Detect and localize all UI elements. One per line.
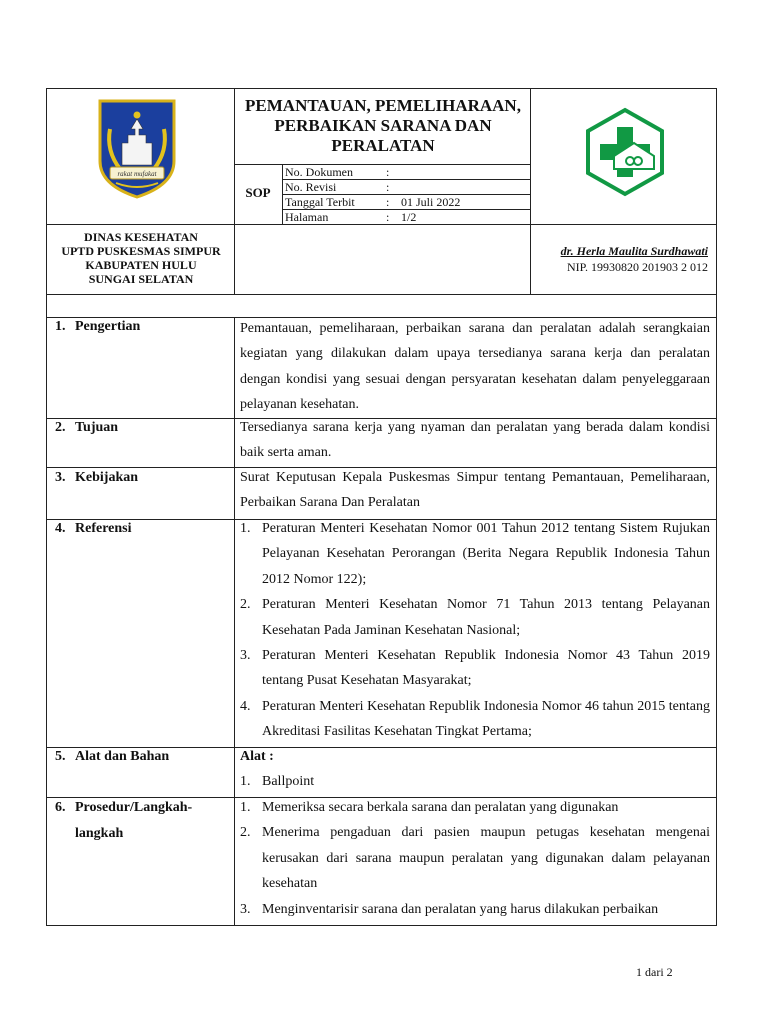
section-label: Prosedur/Langkah-langkah <box>75 800 193 841</box>
section-paragraph: Pemantauan, pemeliharaan, perbaikan sarana dan peralatan adalah serangkaian kegiatan yang dilakukan dalam upaya tersedianya sarana kerja dan peralatan dengan kondisi yang sesuai dengan persyaratan kesehatan dalam penyeleggaraan pelayanan kesehatan. <box>240 321 710 413</box>
meta-key: No. Dokumen <box>285 165 353 179</box>
meta-row-document-number <box>285 165 401 179</box>
meta-colon: : <box>386 210 390 224</box>
list-item <box>240 897 710 922</box>
section-number: 5. <box>55 749 66 764</box>
header-divider-left <box>234 88 235 294</box>
emblem-motto: rakat mufakat <box>117 170 157 178</box>
signer-name: dr. Herla Maulita Surdhawati <box>560 244 708 258</box>
list-number: 2. <box>240 597 251 613</box>
list-item <box>240 694 710 745</box>
section-label: Pengertian <box>75 319 141 334</box>
meta-colon: : <box>386 195 390 209</box>
list-item-text: Peraturan Menteri Kesehatan Republik Indonesia Nomor 46 tahun 2015 tentang Akreditasi Fasilitas Kesehatan Tingkat Pertama; <box>262 698 710 740</box>
list-number: 1. <box>240 521 251 536</box>
table-border-left <box>46 88 47 926</box>
page-number: 1 dari 2 <box>636 965 673 979</box>
section-list-referensi <box>240 516 710 745</box>
section-number: 1. <box>55 319 66 334</box>
list-item <box>240 769 710 794</box>
meta-row-revision <box>285 180 401 194</box>
list-number: 3. <box>240 648 251 664</box>
section-number: 4. <box>55 521 66 536</box>
meta-row-issue-date <box>285 195 460 209</box>
list-item-text: Peraturan Menteri Kesehatan Republik Indonesia Nomor 43 Tahun 2019 tentang Pusat Kesehatan Masyarakat; <box>262 648 710 689</box>
list-item-text: Peraturan Menteri Kesehatan Nomor 001 Tahun 2012 tentang Sistem Rujukan Pelayanan Kesehatan Perorangan (Berita Negara Republik Indonesia Tahun 2012 Nomor 122); <box>262 521 710 587</box>
table-border-right <box>716 88 717 926</box>
list-number: 1. <box>240 774 251 790</box>
section-label-referensi <box>55 516 233 542</box>
list-item <box>240 820 710 896</box>
list-number: 1. <box>240 800 251 815</box>
section-list-alat <box>240 744 710 795</box>
regency-emblem-logo <box>98 99 176 199</box>
meta-value: 1/2 <box>401 210 417 224</box>
meta-row-page <box>285 210 416 224</box>
org-line: DINAS KESEHATAN <box>84 230 198 244</box>
section-list-prosedur <box>240 795 710 922</box>
meta-key: No. Revisi <box>285 180 337 194</box>
table-border-bottom <box>46 925 717 926</box>
section-label-prosedur <box>55 795 233 847</box>
org-line: KABUPATEN HULU <box>85 258 197 272</box>
org-line: SUNGAI SELATAN <box>88 272 194 286</box>
header-row-line <box>46 224 717 225</box>
section-label: Alat dan Bahan <box>75 749 170 764</box>
section-text-tujuan <box>240 415 710 466</box>
meta-key: Tanggal Terbit <box>285 195 355 209</box>
list-number: 3. <box>240 901 251 917</box>
puskesmas-logo <box>584 107 666 197</box>
list-number: 4. <box>240 698 251 714</box>
section-label-pengertian <box>55 314 233 340</box>
section-paragraph: Tersedianya sarana kerja yang nyaman dan peralatan yang berada dalam kondisi baik serta aman. <box>240 420 710 461</box>
organization-block <box>48 230 234 286</box>
section-number: 2. <box>55 420 66 435</box>
section-label-alat-dan-bahan <box>55 744 233 770</box>
meta-colon: : <box>386 180 390 194</box>
list-item-text: Menerima pengaduan dari pasien maupun petugas kesehatan mengenai kerusakan dari sarana maupun peralatan yang digunakan dalam pelayanan kesehatan <box>262 825 710 892</box>
signer-nip: NIP. 19930820 201903 2 012 <box>566 260 708 274</box>
list-number: 2. <box>240 825 251 841</box>
list-item <box>240 592 710 643</box>
section-number: 6. <box>55 800 66 815</box>
section-label: Tujuan <box>75 420 119 435</box>
document-title: PEMANTAUAN, PEMELIHARAAN, PERBAIKAN SARANA DAN PERALATAN <box>245 96 521 155</box>
section-column-divider <box>234 317 235 925</box>
section-paragraph: Surat Keputusan Kepala Puskesmas Simpur tentang Pemantauan, Pemeliharaan, Perbaikan Sarana Dan Peralatan <box>240 470 710 511</box>
spacer-row-line <box>46 294 717 295</box>
table-border-top <box>46 88 717 89</box>
sop-label: SOP <box>245 185 271 200</box>
list-item <box>240 516 710 592</box>
meta-colon: : <box>386 165 390 179</box>
section-text-pengertian <box>240 316 710 418</box>
section-label: Kebijakan <box>75 470 139 485</box>
signer-block <box>530 243 708 275</box>
section-text-kebijakan <box>240 465 710 516</box>
section-label-tujuan <box>55 415 233 441</box>
meta-value: 01 Juli 2022 <box>401 195 461 209</box>
section-label: Referensi <box>75 521 132 536</box>
list-item-text: Menginventarisir sarana dan peralatan yang harus dilakukan perbaikan <box>262 901 659 917</box>
section-label-kebijakan <box>55 465 233 491</box>
section-number: 3. <box>55 470 66 485</box>
list-item-text: Ballpoint <box>262 774 315 790</box>
list-item-text: Memeriksa secara berkala sarana dan peralatan yang digunakan <box>262 800 619 815</box>
list-item-text: Peraturan Menteri Kesehatan Nomor 71 Tahun 2013 tentang Pelayanan Kesehatan Pada Jaminan Kesehatan Nasional; <box>262 597 710 638</box>
meta-key: Halaman <box>285 210 329 224</box>
org-line: UPTD PUSKESMAS SIMPUR <box>61 244 221 258</box>
subsection-heading: Alat : <box>240 749 274 764</box>
list-item <box>240 795 710 820</box>
list-item <box>240 643 710 694</box>
